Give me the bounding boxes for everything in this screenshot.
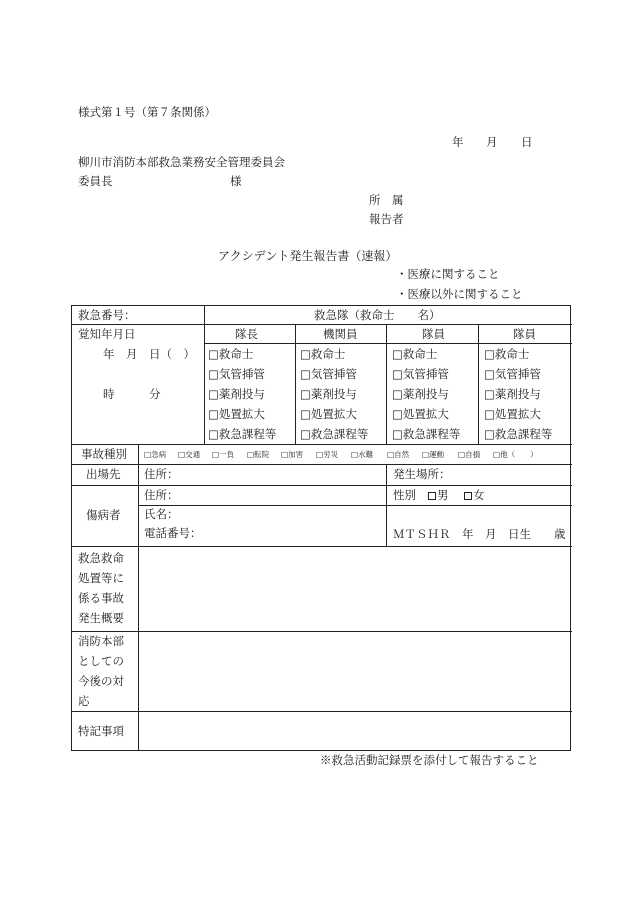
chair-label: 委員長 xyxy=(78,174,113,188)
sex-label: 性別 xyxy=(393,488,416,502)
occurrence-place-label: 発生場所： xyxy=(393,467,451,481)
date-year: 年 xyxy=(452,135,464,149)
document-title: アクシデント発生報告書（速報） xyxy=(218,249,398,263)
response-input-area[interactable] xyxy=(139,632,571,711)
notes-label: 特記事項 xyxy=(78,724,124,738)
patient-label: 傷病者 xyxy=(86,508,121,522)
incident-natural[interactable]: □自然 xyxy=(387,450,410,459)
patient-name-label: 氏名： xyxy=(144,507,179,521)
member1-check-course[interactable]: □救急課程等 xyxy=(392,427,461,441)
checkbox-icon xyxy=(428,492,436,500)
member2-check-paramedic[interactable]: □救命士 xyxy=(484,347,530,361)
option-non-medical: ・医療以外に関すること xyxy=(396,287,523,301)
member2-check-drug[interactable]: □薬剤投与 xyxy=(484,387,541,401)
captain-check-drug[interactable]: □薬剤投与 xyxy=(208,387,265,401)
incident-illness[interactable]: □急病 xyxy=(144,450,167,459)
emergency-number-label: 救急番号： xyxy=(78,308,136,322)
summary-input-area[interactable] xyxy=(139,547,571,631)
column-member-1: 隊員 xyxy=(422,327,445,341)
incident-other[interactable]: □他（ ） xyxy=(493,450,538,459)
response-label-3: 今後の対 xyxy=(78,674,124,688)
engineer-check-paramedic[interactable]: □救命士 xyxy=(300,347,346,361)
response-label-4: 応 xyxy=(78,694,90,708)
affiliation-label: 所 属 xyxy=(369,193,404,207)
patient-address-label: 住所： xyxy=(144,488,179,502)
engineer-check-intubation[interactable]: □気管挿管 xyxy=(300,367,357,381)
incident-transfer[interactable]: □転院 xyxy=(247,450,270,459)
engineer-check-drug[interactable]: □薬剤投与 xyxy=(300,387,357,401)
date-month: 月 xyxy=(486,135,498,149)
response-label-2: としての xyxy=(78,654,124,668)
column-member-2: 隊員 xyxy=(513,327,536,341)
option-medical: ・医療に関すること xyxy=(396,267,500,281)
member1-check-paramedic[interactable]: □救命士 xyxy=(392,347,438,361)
notes-input-area[interactable] xyxy=(139,712,571,750)
column-captain: 隊長 xyxy=(235,327,258,341)
incident-traffic[interactable]: □交通 xyxy=(178,450,201,459)
dispatch-address-label: 住所： xyxy=(144,467,179,481)
date-day: 日 xyxy=(521,135,533,149)
report-form-table xyxy=(71,305,571,751)
captain-check-expanded[interactable]: □処置拡大 xyxy=(208,407,265,421)
captain-check-intubation[interactable]: □気管挿管 xyxy=(208,367,265,381)
incident-general-injury[interactable]: □一負 xyxy=(212,450,235,459)
incident-self-harm[interactable]: □自損 xyxy=(458,450,481,459)
column-engineer: 機関員 xyxy=(323,327,358,341)
incident-sports[interactable]: □運動 xyxy=(422,450,445,459)
captain-check-course[interactable]: □救急課程等 xyxy=(208,427,277,441)
incident-water[interactable]: □水難 xyxy=(351,450,374,459)
patient-phone-label: 電話番号： xyxy=(144,526,202,540)
sex-female-option[interactable] xyxy=(464,488,485,502)
summary-label-4: 発生概要 xyxy=(78,611,124,625)
captain-check-paramedic[interactable]: □救命士 xyxy=(208,347,254,361)
engineer-check-expanded[interactable]: □処置拡大 xyxy=(300,407,357,421)
incident-assault[interactable]: □加害 xyxy=(281,450,304,459)
member2-check-intubation[interactable]: □気管挿管 xyxy=(484,367,541,381)
sex-male-option[interactable] xyxy=(428,488,449,502)
reporter-label: 報告者 xyxy=(369,212,404,226)
awareness-date-line: 年 月 日（ ） xyxy=(103,347,195,361)
honorific: 様 xyxy=(230,174,242,188)
footer-note: ※救急活動記録票を添付して報告すること xyxy=(320,753,539,767)
team-label: 救急隊（救命士 名） xyxy=(314,308,441,322)
form-number: 様式第１号（第７条関係） xyxy=(78,105,216,119)
summary-label-3: 係る事故 xyxy=(78,591,124,605)
sex-female-label: 女 xyxy=(473,488,485,502)
awareness-date-label: 覚知年月日 xyxy=(78,327,136,341)
member1-check-expanded[interactable]: □処置拡大 xyxy=(392,407,449,421)
awareness-time-line: 時 分 xyxy=(103,387,161,401)
committee-name: 柳川市消防本部救急業務安全管理委員会 xyxy=(78,155,285,169)
engineer-check-course[interactable]: □救急課程等 xyxy=(300,427,369,441)
member1-check-intubation[interactable]: □気管挿管 xyxy=(392,367,449,381)
member2-check-expanded[interactable]: □処置拡大 xyxy=(484,407,541,421)
checkbox-icon xyxy=(464,492,472,500)
incident-type-label-text: 事故種別 xyxy=(81,447,127,461)
member1-check-drug[interactable]: □薬剤投与 xyxy=(392,387,449,401)
response-label-1: 消防本部 xyxy=(78,634,124,648)
member2-check-course[interactable]: □救急課程等 xyxy=(484,427,553,441)
sex-male-label: 男 xyxy=(437,488,449,502)
dispatch-label: 出場先 xyxy=(86,467,121,481)
incident-work[interactable]: □労災 xyxy=(316,450,339,459)
birth-line: ＭＴＳＨＲ 年 月 日生 歳 xyxy=(393,527,566,541)
summary-label-2: 処置等に xyxy=(78,571,124,585)
summary-label-1: 救急救命 xyxy=(78,551,124,565)
